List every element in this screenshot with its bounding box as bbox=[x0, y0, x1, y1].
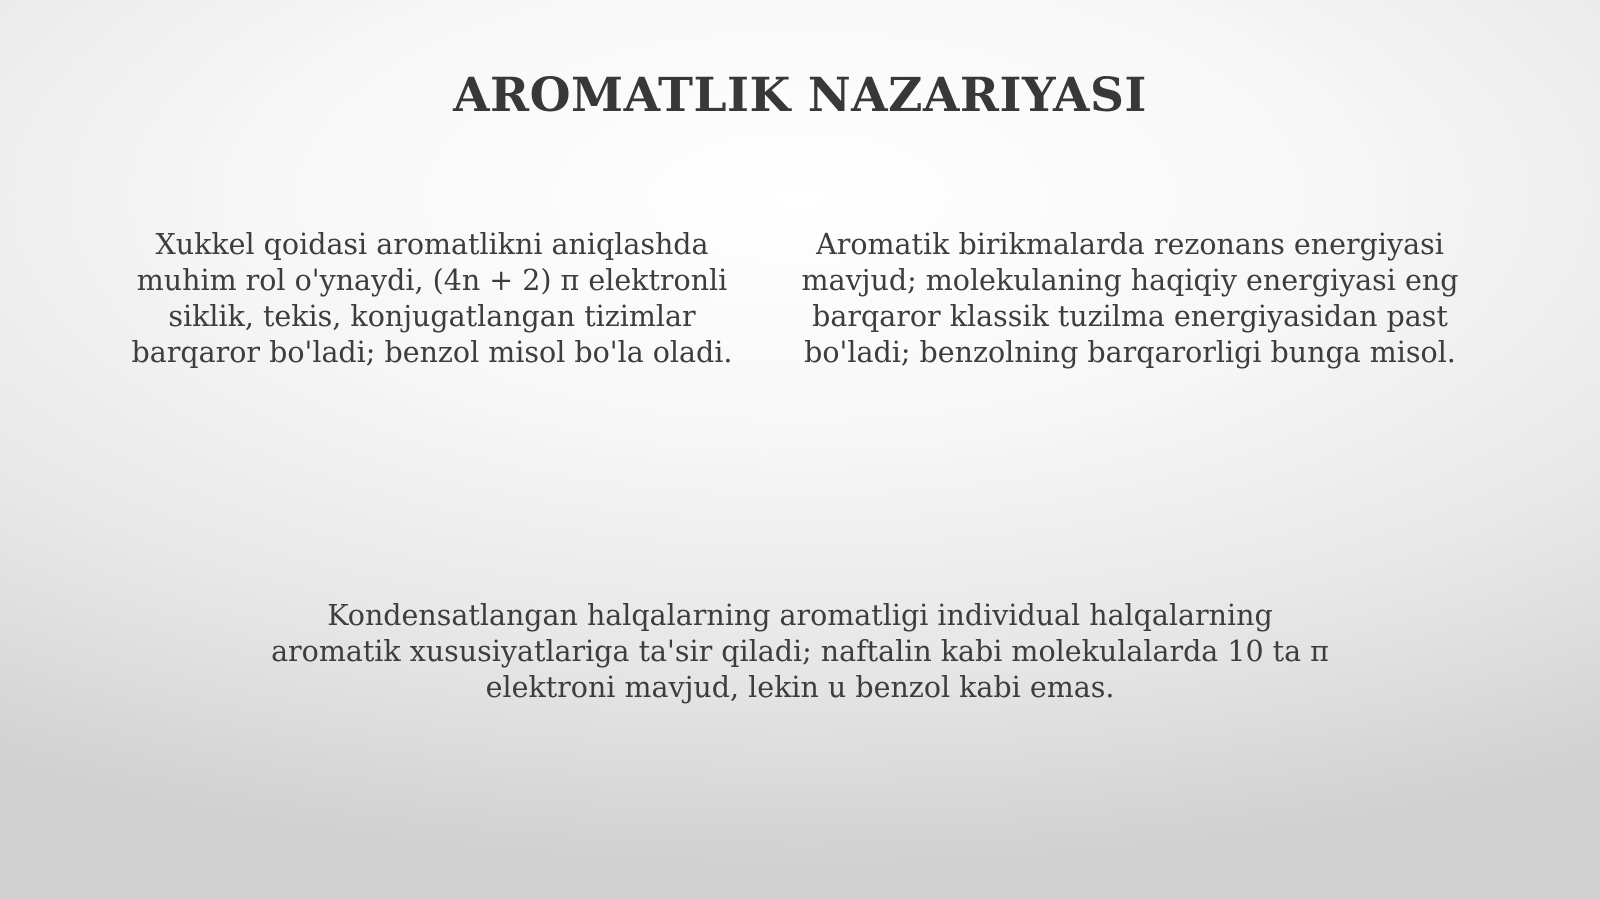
left-text-block: Xukkel qoidasi aromatlikni aniqlashda muhim rol o'ynaydi, (4n + 2) π elektronli siklik, tekis, konjugatlangan tizimlar barqaror bo'ladi; benzol misol bo'la oladi. bbox=[131, 228, 733, 369]
bottom-text-block: Kondensatlangan halqalarning aromatligi individual halqalarning aromatik xususiyatlariga ta'sir qiladi; naftalin kabi molekulalarda 10 ta π elektroni mavjud, lekin u benzol kabi emas. bbox=[271, 599, 1329, 704]
slide-title: AROMATLIK NAZARIYASI bbox=[453, 68, 1147, 123]
right-text-block: Aromatik birikmalarda rezonans energiyasi mavjud; molekulaning haqiqiy energiyasi eng barqaror klassik tuzilma energiyasidan past bo'ladi; benzolning barqarorligi bunga misol. bbox=[801, 228, 1459, 369]
